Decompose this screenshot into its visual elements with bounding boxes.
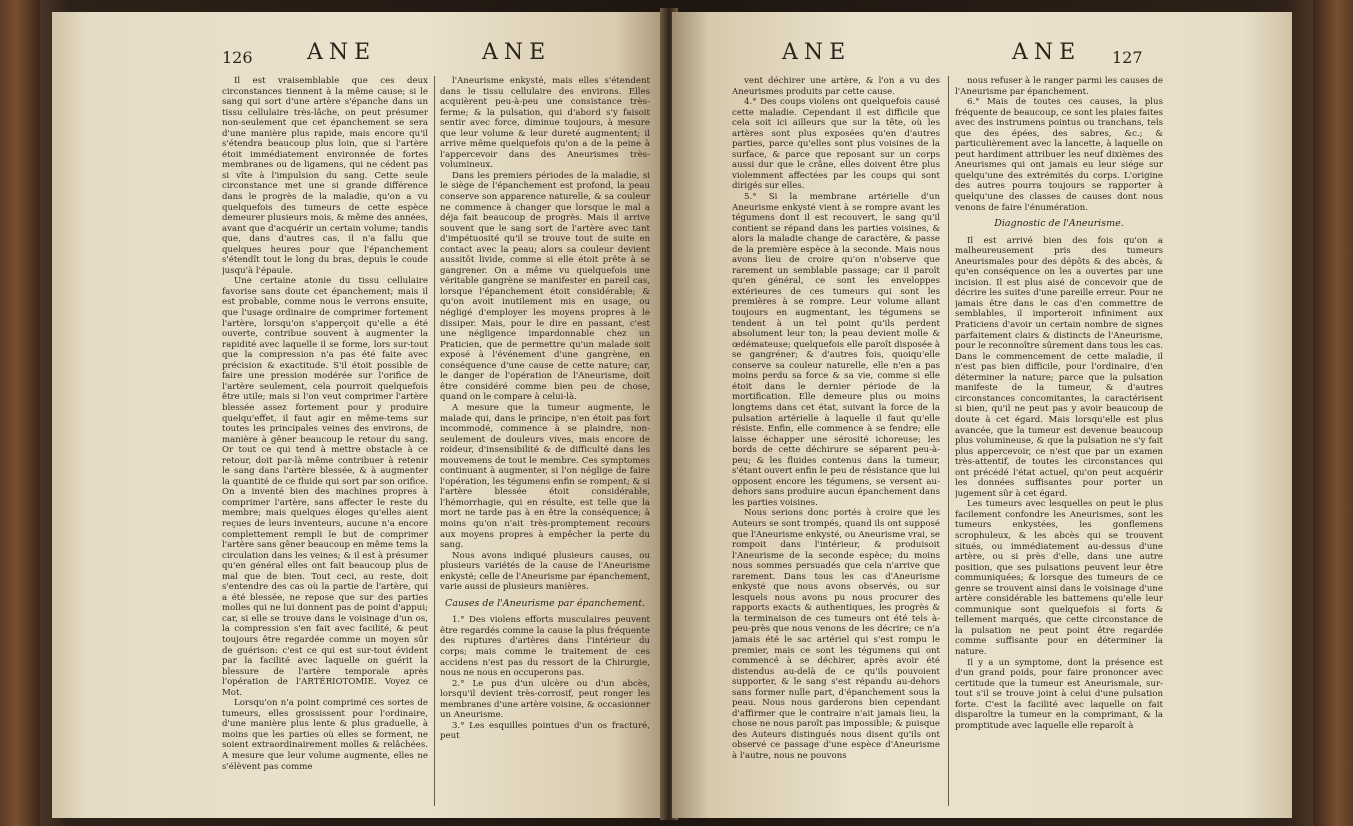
- left-header-right: ANE: [482, 40, 552, 65]
- paragraph: 6.° Mais de toutes ces causes, la plus fréquente de beaucoup, ce sont les plaies faites avec des instrumens pointus ou tranchans, tels que des épées, des sabres, &c.; & particulièrement avec la lancette, à laquelle on peut hardiment attribuer les neuf dixièmes des Aneurismes qui ont jamais eu leur siége sur quelqu'une des extrémités du corps. L'origine des autres pourra toujours se rapporter à quelqu'une des classes de causes dont nous venons de faire l'énumération.: [955, 97, 1163, 213]
- paragraph: Les tumeurs avec lesquelles on peut le plus facilement confondre les Aneurismes, sont les tumeurs enkystées, les gonflemens scrophuleux, & les abcès qui se trouvent situés, ou immédiatement au-dessus d'une artère, ou si près d'elle, dans une autre position, que ses pulsations peuvent leur être communiquées; & lorsque des tumeurs de ce genre se trouvent ainsi dans le voisinage d'une artère considérable les battemens qu'elle leur communique sont quelquefois si forts & tellement marqués, que cette circonstance de la pulsation ne peut point être regardée comme suffisante pour en déterminer la nature.: [955, 499, 1163, 657]
- column-rule: [948, 76, 949, 806]
- right-page: [672, 12, 1292, 818]
- paragraph: 3.° Les esquilles pointues d'un os fracturé, peut: [440, 720, 650, 742]
- right-header-right: ANE: [1012, 40, 1082, 65]
- right-header-left: ANE: [782, 40, 852, 65]
- paragraph: Une certaine atonie du tissu cellulaire favorise sans doute cet épanchement; mais il est probable, comme nous le verrons ensuite, que l'usage ordinaire de comprimer fortement l'artère, lorsqu'on s'apperçoit qu'elle a été ouverte, contribue souvent à augmenter la rapidité avec laquelle il se forme, lors sur-tout que la compression n'a pas été faite avec précision & exactitude. S'il étoit possible de faire une pression modérée sur l'orifice de l'artère seulement, cela pourroit quelquefois être utile; mais si l'on veut comprimer l'artère blessée assez fortement pour y produire quelqu'effet, il faut agir en même-tems sur toutes les principales veines des environs, de manière à gêner beaucoup le retour du sang. Or tout ce qui tend à mettre obstacle à ce retour, doit par-là même contribuer à retenir le sang dans l'artère blessée, & à augmenter la quantité de ce fluide qui sort par son orifice. On a inventé bien des machines propres à comprimer l'artère, sans affecter le reste du membre; mais quelques éloges qu'elles aient reçues de leurs inventeurs, aucune n'a encore complettement rempli le but de comprimer l'artère sans gêner beaucoup en même tems la circulation dans les veines; & il est à présumer qu'en général elles ont fait beaucoup plus de mal que de bien. Tout ceci, au reste, doit s'entendre des cas où la partie de l'artère, qui a été blessée, ne repose que sur des parties molles qui ne lui donnent pas de point d'appui; car, si elle se trouve dans le voisinage d'un os, la compression s'en fait avec facilité, & peut toujours être regardée comme un moyen sûr de guérison: c'est ce qui est sur-tout évident par la facilité avec laquelle on guérit la blessure de l'artère temporale après l'opération de l'ARTÉRIOTOMIE. Voyez ce Mot.: [222, 276, 428, 698]
- section-heading: Causes de l'Aneurisme par épanchement.: [444, 597, 646, 609]
- book-edge-left: [0, 0, 40, 826]
- left-column-1: [222, 76, 428, 816]
- right-column-2: [955, 76, 1163, 816]
- left-page: [52, 12, 664, 818]
- paragraph: vent déchirer une artère, & l'on a vu des Aneurismes produits par cette cause.: [732, 76, 940, 97]
- column-rule: [434, 76, 435, 806]
- paragraph: Il est arrivé bien des fois qu'on a malheureusement pris des tumeurs Aneurismales pour des dépôts & des abcès, & qu'en conséquence on les a ouvertes par une incision. Il est plus aisé de concevoir que de décrire les suites d'une pareille erreur. Pour ne jamais être dans le cas d'en commettre de semblables, il importeroit infiniment aux Praticiens d'avoir un certain nombre de signes parfaitement clairs & distincts de l'Aneurisme, pour le reconnoître sûrement dans tous les cas. Dans le commencement de cette maladie, il n'est pas bien difficile, pour l'ordinaire, d'en déterminer la nature; parce que la pulsation manifeste de la tumeur, & d'autres circonstances concomitantes, la caractérisent si bien, qu'il ne peut pas y avoir beaucoup de doute à cet égard. Mais lorsqu'elle est plus avancée, que la tumeur est devenue beaucoup plus volumineuse, & que la pulsation ne s'y fait plus appercevoir, ce n'est que par un examen très-attentif, de toutes les circonstances qui ont précédé l'état actuel, qu'on peut acquérir les données suffisantes pour porter un jugement sûr à cet égard.: [955, 235, 1163, 499]
- right-column-1: [732, 76, 940, 816]
- paragraph: 4.° Des coups violens ont quelquefois causé cette maladie. Cependant il est difficile que cela soit ici ailleurs que sur la tête, où les artères sont plus exposées qu'en d'autres parties, parce qu'elles sont plus voisines de la surface, & parce que reposant sur un corps aussi dur que le crâne, elles doivent être plus violemment affectées par les coups qui sont dirigés sur elles.: [732, 97, 940, 192]
- left-column-2: [440, 76, 650, 816]
- right-page-number: 127: [1112, 48, 1143, 67]
- paragraph: Nous serions donc portés à croire que les Auteurs se sont trompés, quand ils ont supposé que l'Aneurisme enkysté, ou Aneurisme vrai, se rompoit dans l'intérieur, & produisoit l'Aneurisme de la seconde espèce; du moins nous sommes persuadés que cela n'arrive que rarement. Dans tous les cas d'Aneurisme enkysté que nous avons observés, ou sur lesquels nous avons pu nous procurer des rapports exacts & authentiques, les progrès & la terminaison de ces tumeurs ont été tels à-peu-près que nous venons de les décrire; ce n'a jamais été le sac artériel qui s'est rompu le premier, mais ce sont les tégumens qui ont commencé à se déchirer, après avoir été distendus au-delà de ce qu'ils pouvoient supporter, & le sang s'est répandu au-dehors sans former nulle part, d'épanchement sous la peau. Nous nous garderons bien cependant d'affirmer que le contraire n'ait jamais lieu, la chose ne nous paroît pas impossible; & puisque des Auteurs distingués nous disent qu'ils ont observé ce passage d'une espèce d'Aneurisme à l'autre, nous ne pouvons: [732, 508, 940, 761]
- paragraph: nous refuser à le ranger parmi les causes de l'Aneurisme par épanchement.: [955, 76, 1163, 97]
- paragraph: Dans les premiers périodes de la maladie, si le siège de l'épanchement est profond, la peau conserve son apparence naturelle, & sa couleur ne commence à changer que lorsque le mal a déja fait beaucoup de progrès. Mais il arrive souvent que le sang sort de l'artère avec tant d'impétuosité qu'il se trouve tout de suite en contact avec la peau; alors sa couleur devient aussitôt livide, comme si elle étoit prête à se gangrener. On a même vu quelquefois une véritable gangrène se manifester en pareil cas, lorsque l'épanchement étoit considérable; & qu'on avoit inutilement mis en usage, ou négligé d'employer les moyens propres à le dissiper. Mais, pour le dire en passant, c'est une négligence impardonnable chez un Praticien, que de permettre qu'un malade soit exposé à l'événement d'une gangrène, en conséquence d'une cause de cette nature; car, le danger de l'opération de l'Aneurisme, doit être considéré comme bien peu de chose, quand on le compare à celui-là.: [440, 170, 650, 403]
- left-header-left: ANE: [307, 40, 377, 65]
- paragraph: A mesure que la tumeur augmente, le malade qui, dans le principe, n'en étoit pas fort incommodé, commence à se plaindre, non-seulement de douleurs vives, mais encore de roideur, d'insensibilité & de difficulté dans les mouvemens de tout le membre. Ces symptomes continuant à augmenter, si l'on néglige de faire l'opération, les tégumens enfin se rompent; & si l'artère blessée étoit considérable, l'hémorrhagie, qui en résulte, est telle que la mort ne tarde pas à en être la conséquence; à moins qu'on n'ait très-promptement recours aux moyens propres à empêcher la perte du sang.: [440, 402, 650, 551]
- left-page-number: 126: [222, 48, 253, 67]
- paragraph: 1.° Des violens efforts musculaires peuvent être regardés comme la cause la plus fréquente des ruptures d'artères dans l'intérieur du corps; mais comme le traitement de ces accidens n'est pas du ressort de la Chirurgie, nous ne nous en occuperons pas.: [440, 615, 650, 679]
- book-edge-right: [1313, 0, 1353, 826]
- section-heading: Diagnostic de l'Aneurisme.: [994, 218, 1124, 230]
- paragraph: Lorsqu'on n'a point comprimé ces sortes de tumeurs, elles grossissent pour l'ordinaire, d'une manière plus lente & plus graduelle, à moins que les parties où elles se forment, ne soient extraordinairement molles & relâchées. A mesure que leur volume augmente, elles ne s'élèvent pas comme: [222, 698, 428, 772]
- paragraph: 2.° Le pus d'un ulcère ou d'un abcès, lorsqu'il devient très-corrosif, peut ronger les membranes d'une artère voisine, & occasionner un Aneurisme.: [440, 678, 650, 721]
- paragraph: Il est vraisemblable que ces deux circonstances tiennent à la même cause; si le sang qui sort d'une artère s'épanche dans un tissu cellulaire très-lâche, on peut présumer non-seulement que cet épanchement se sera d'une manière plus rapide, mais encore qu'il s'étendra beaucoup plus loin, que si l'artère étoit immédiatement environnée de fortes membranes ou de ligamens, qui ne cédent pas si vîte à l'impulsion du sang. Cette seule circonstance met une si grande différence dans le progrès de la maladie, qu'on a vu quelquefois des tumeurs de cette espèce demeurer plusieurs mois, & même des années, avant que d'acquérir un certain volume; tandis que, dans d'autres cas, il n'a fallu que quelques heures pour que l'épanchement s'étendît tout le long du bras, depuis le coude jusqu'à l'épaule.: [222, 76, 428, 276]
- paragraph: 5.° Si la membrane artérielle d'un Aneurisme enkysté vient à se rompre avant les tégumens dont il est recouvert, le sang qu'il contient se répand dans les parties voisines, & alors la maladie change de caractère, & passe de la première espèce à la seconde. Mais nous avons lieu de croire qu'on n'observe que rarement un semblable passage; car il paroît qu'en général, ce sont les enveloppes extérieures de ces tumeurs qui sont les premières à se rompre. Leur volume allant toujours en augmentant, les tégumens se tendent à un tel point qu'ils perdent absolument leur ton; la peau devient molle & œdémateuse; quelquefois elle paroît disposée à se gangréner; & d'autres fois, quoiqu'elle conserve sa couleur naturelle, elle n'en a pas moins perdu sa force & sa vie, comme si elle étoit dans le dernier période de la mortification. Elle demeure plus ou moins longtems dans cet état, suivant la force de la pulsation artérielle à laquelle il faut qu'elle résiste. Enfin, elle commence à se fendre; elle laisse échapper une sérosité ichoreuse; les bords de cette déchirure se séparent peu-à-peu; & les fluides contenus dans la tumeur, s'étant ouvert enfin le peu de résistance que lui opposent encore les tégumens, se versent au-dehors sans produire aucun épanchement dans les parties voisines.: [732, 192, 940, 508]
- paragraph: Nous avons indiqué plusieurs causes, ou plusieurs variétés de la cause de l'Aneurisme enkysté; celle de l'Aneurisme par épanchement, varie aussi de plusieurs manières.: [440, 550, 650, 593]
- paragraph: Il y a un symptome, dont la présence est d'un grand poids, pour faire prononcer avec certitude que la tumeur est Aneurismale, sur-tout s'il se trouve joint à celui d'une pulsation forte. C'est la facilité avec laquelle on fait disparoître la tumeur en la comprimant, & la promptitude avec laquelle elle reparoît à: [955, 657, 1163, 731]
- paragraph: l'Aneurisme enkysté, mais elles s'étendent dans le tissu cellulaire des environs. Elles acquièrent peu-à-peu une consistance très-ferme; & la pulsation, qui d'abord s'y faisoit sentir avec force, diminue toujours, à mesure que leur volume & leur dureté augmentent; il arrive même quelquefois qu'on a de la peine à l'appercevoir dans des Aneurismes très-volumineux.: [440, 76, 650, 171]
